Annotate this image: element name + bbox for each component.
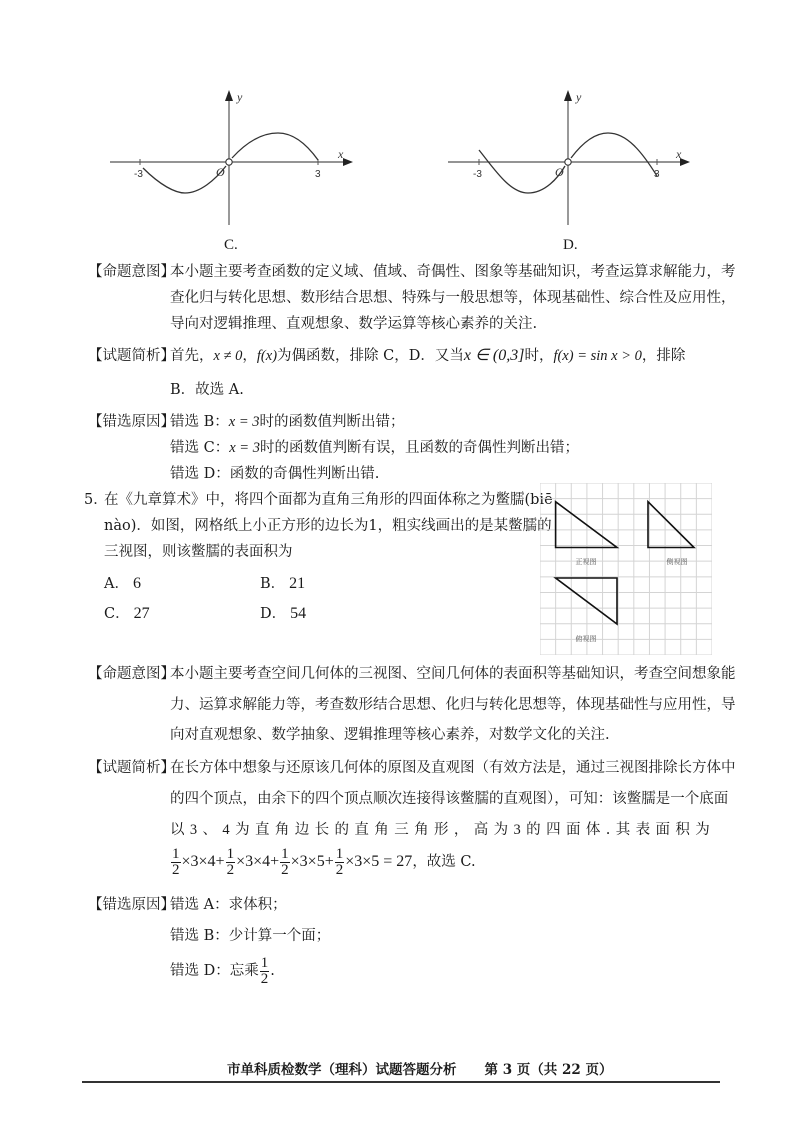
text: 错选 D： <box>170 963 230 979</box>
q5-intent-line: 本小题主要考查空间几何体的三视图、空间几何体的表面积等基础知识，考查空间想象能 <box>170 666 736 682</box>
option-label: A． <box>104 576 129 592</box>
formula-term: ×3×5 = 27 <box>345 853 413 870</box>
fraction-one-half <box>335 847 345 878</box>
formula-term: ×3×4+ <box>181 853 225 870</box>
word: 体 <box>585 822 601 838</box>
text: 忘乘 <box>229 963 259 979</box>
word: 边 <box>294 822 310 838</box>
fraction-one-half <box>280 847 290 878</box>
word: 形 <box>433 822 449 838</box>
text: . <box>270 963 275 979</box>
text: 错选 C： <box>170 440 230 456</box>
q5-analysis-line: 的四个顶点，由余下的四个顶点顺次连接得该鳖臑的直观图），可知：该鳖臑是一个底面 <box>170 791 729 807</box>
q5-analysis-tag: 【试题简析】 <box>88 760 175 776</box>
footer-rule <box>82 1081 720 1083</box>
tick-label-left: -3 <box>473 169 482 180</box>
origin-hole <box>565 159 571 165</box>
option-value: 27 <box>133 605 150 622</box>
word: 三 <box>394 822 409 838</box>
footer-title: 市单科质检数学（理科）试题答题分析 <box>227 1062 457 1078</box>
tick-label-left: -3 <box>134 169 143 180</box>
y-label: y <box>576 90 582 104</box>
q5-number: 5． <box>84 492 108 508</box>
graph-caption-d: D. <box>563 237 578 253</box>
top-view-triangle <box>556 578 617 624</box>
x-axis-arrow <box>343 158 353 166</box>
word: 角 <box>414 822 429 838</box>
q5-option-b <box>260 574 305 594</box>
text: 少计算一个面； <box>228 928 331 944</box>
q4-errors-tag: 【错选原因】 <box>88 414 175 430</box>
q5-option-a <box>104 574 141 594</box>
word: 以 <box>170 822 185 838</box>
fraction-one-half <box>226 847 236 878</box>
origin-hole <box>226 159 232 165</box>
page-footer <box>227 1058 612 1078</box>
math: x = 3 <box>228 414 260 430</box>
option-label: C． <box>104 606 130 622</box>
denominator: 2 <box>260 970 269 987</box>
text: 时的函数值判断出错； <box>259 414 405 430</box>
word: 长 <box>314 822 330 838</box>
text: 函数的奇偶性判断出错. <box>229 466 380 482</box>
word: 直 <box>254 822 270 838</box>
y-axis-arrow <box>564 90 572 101</box>
curve-c <box>143 166 226 193</box>
q4-analysis-line1 <box>170 346 685 366</box>
y-label: y <box>237 90 243 104</box>
word: 表 <box>635 822 651 838</box>
word: 积 <box>675 822 690 838</box>
option-value: 6 <box>132 575 141 592</box>
q5-stem-line: 三视图，则该鳖臑的表面积为 <box>104 544 293 560</box>
numerator: 1 <box>226 845 235 862</box>
formula-term: ×3×4+ <box>236 853 280 870</box>
q4-error-item <box>170 438 579 458</box>
denominator: 2 <box>226 861 235 878</box>
three-view-figure <box>540 483 712 655</box>
option-value: 21 <box>289 575 306 592</box>
graph-caption-c: C. <box>224 237 238 253</box>
origin-label: O <box>555 165 564 179</box>
text: 为偶函数，排除 C，D．又当 <box>277 348 464 364</box>
x-axis-arrow <box>680 158 690 166</box>
top-view-label: 俯视图 <box>575 635 597 643</box>
q4-intent-line: 本小题主要考查函数的定义域、值域、奇偶性、图象等基础知识，考查运算求解能力，考 <box>170 264 736 280</box>
q5-surface-area-formula <box>170 846 476 878</box>
word: . <box>605 822 611 838</box>
q4-intent-tag: 【命题意图】 <box>88 264 175 280</box>
q4-error-item <box>170 412 405 432</box>
word: 的 <box>334 822 350 838</box>
formula-term: ×3×5+ <box>290 853 334 870</box>
text: 错选 B： <box>170 414 229 430</box>
formula-conclusion: ，故选 C. <box>412 854 476 870</box>
math-x-ne-0: x ≠ 0 <box>213 348 243 364</box>
tick-label-right: 3 <box>315 169 321 180</box>
math-fx-sinx: f(x) = sin x > 0 <box>553 348 642 364</box>
numerator: 1 <box>260 954 269 971</box>
numerator: 1 <box>172 845 180 862</box>
origin-label: O <box>216 165 225 179</box>
denominator: 2 <box>281 861 289 878</box>
q5-intent-line: 向对直观想象、数学抽象、逻辑推理等核心素养，对数学文化的关注. <box>170 727 610 743</box>
q5-intent-tag: 【命题意图】 <box>88 666 175 682</box>
fraction-one-half <box>171 847 181 878</box>
option-label: D． <box>260 606 287 622</box>
math-fx: f(x) <box>256 348 278 364</box>
curve-c-right <box>232 133 318 160</box>
text: 错选 B： <box>170 928 229 944</box>
q5-error-item <box>170 895 287 915</box>
q5-stem-line: nào)．如图，网格纸上小正方形的边长为1，粗实线画出的是某鳖臑的 <box>104 518 552 534</box>
text: 时， <box>524 348 554 364</box>
side-view-triangle <box>648 502 694 548</box>
y-axis-arrow <box>225 90 233 101</box>
word: 3 <box>513 822 521 838</box>
q5-stem-line: 在《九章算术》中，将四个面都为直角三角形的四面体称之为鳖臑(biē <box>104 492 553 508</box>
word: 、 <box>202 822 218 838</box>
math-interval: x ∈ (0,3] <box>463 347 525 364</box>
text: 时的函数值判断有误，且函数的奇偶性判断出错； <box>259 440 579 456</box>
text: 错选 D： <box>170 466 230 482</box>
front-view-triangle <box>556 502 617 548</box>
graph-option-c <box>100 80 360 240</box>
curve-d <box>479 150 565 193</box>
q4-analysis-tag: 【试题简析】 <box>88 348 175 364</box>
denominator: 2 <box>172 861 180 878</box>
curve-d-right <box>571 133 657 176</box>
word: 面 <box>655 822 671 838</box>
text: 错选 A： <box>170 897 229 913</box>
numerator: 1 <box>281 845 289 862</box>
option-value: 54 <box>290 605 307 622</box>
q5-errors-tag: 【错选原因】 <box>88 897 175 913</box>
tick-label-right: 3 <box>654 169 660 180</box>
text: 首先， <box>170 348 214 364</box>
word: 3 <box>189 822 198 838</box>
x-label: x <box>338 147 344 161</box>
q5-analysis-line: 在长方体中想象与还原该几何体的原图及直观图（有效方法是，通过三视图排除长方体中 <box>170 760 736 776</box>
word: 为 <box>235 822 250 838</box>
page-number: 第 3 页（共 22 页） <box>484 1062 613 1078</box>
fraction-one-half <box>260 956 270 987</box>
word: 4 <box>222 822 230 838</box>
word: 其 <box>615 822 631 838</box>
q4-intent-line: 查化归与转化思想、数形结合思想、特殊与一般思想等，体现基础性、综合性及应用性， <box>170 290 736 306</box>
side-view-label: 侧视图 <box>666 558 688 566</box>
q5-intent-line: 力、运算求解能力等，考查数形结合思想、化归与转化思想等，体现基础性与应用性，导 <box>170 697 736 713</box>
front-view-label: 正视图 <box>575 558 597 566</box>
q4-error-item <box>170 464 379 484</box>
word: 高 <box>473 822 489 838</box>
q5-option-c <box>104 604 150 624</box>
word: 角 <box>374 822 389 838</box>
word: 四 <box>546 822 561 838</box>
word: 直 <box>354 822 369 838</box>
text: ，排除 <box>641 348 686 364</box>
q5-error-item <box>170 926 330 946</box>
q5-error-item <box>170 955 275 987</box>
math: x = 3 <box>229 440 260 456</box>
option-label: B． <box>260 576 286 592</box>
word: 面 <box>565 822 581 838</box>
q5-option-d <box>260 604 306 624</box>
word: 的 <box>526 822 541 838</box>
word: 为 <box>695 822 710 838</box>
q4-intent-line: 导向对逻辑推理、直观想象、数学运算等核心素养的关注. <box>170 316 538 332</box>
text: ， <box>242 348 257 364</box>
graph-option-d <box>430 80 700 240</box>
x-label: x <box>676 147 682 161</box>
denominator: 2 <box>335 861 344 878</box>
numerator: 1 <box>335 845 344 862</box>
text: 求体积； <box>228 897 287 913</box>
word: 角 <box>274 822 290 838</box>
q5-analysis-line3 <box>170 820 710 840</box>
word: ， <box>453 822 469 838</box>
word: 为 <box>493 822 509 838</box>
q4-analysis-line2: B．故选 A. <box>170 382 244 398</box>
